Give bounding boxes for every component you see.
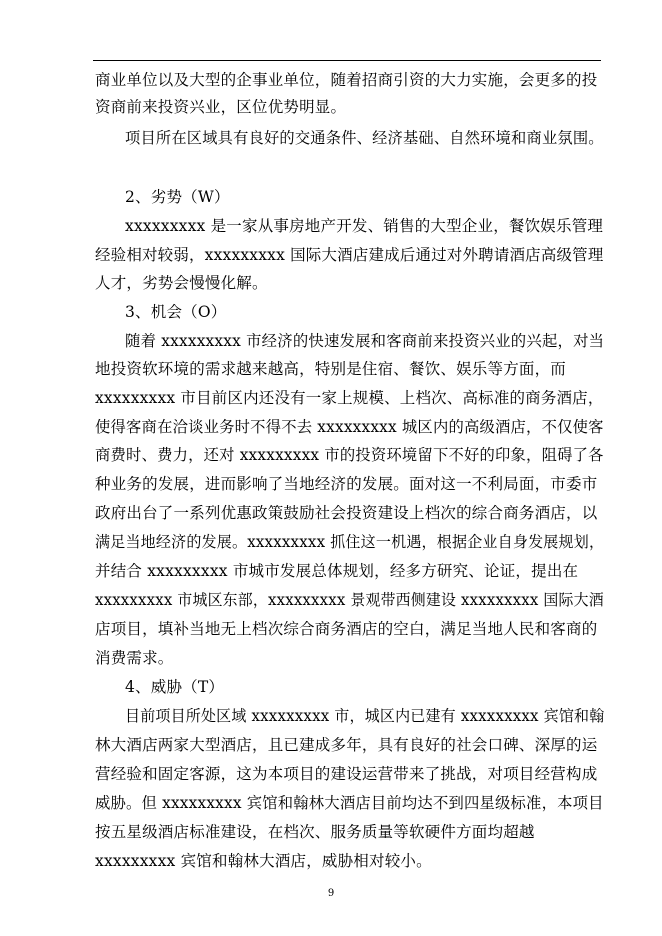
paragraph-line: 营经验和固定客源，这为本项目的建设运营带来了挑战，对项目经营构成	[95, 765, 598, 783]
paragraph-line: xxxxxxxxx 宾馆和翰林大酒店，威胁相对较小。	[95, 852, 432, 870]
paragraph-line: 消费需求。	[95, 649, 174, 667]
paragraph-line: 按五星级酒店标准建设，在档次、服务质量等软硬件方面均超越	[95, 823, 535, 841]
page-number: 9	[327, 888, 335, 899]
paragraph-line: 使得客商在洽谈业务时不得不去 xxxxxxxxx 城区内的高级酒店，不仅使客	[95, 418, 604, 436]
paragraph-line: 经验相对较弱，xxxxxxxxx 国际大酒店建成后通过对外聘请酒店高级管理	[95, 246, 604, 264]
paragraph-line: 目前项目所处区域 xxxxxxxxx 市，城区内已建有 xxxxxxxxx 宾馆和翰	[125, 707, 605, 725]
paragraph-line: 店项目，填补当地无上档次综合商务酒店的空白，满足当地人民和客商的	[95, 620, 598, 638]
paragraph-line: 项目所在区域具有良好的交通条件、经济基础、自然环境和商业氛围。	[125, 129, 604, 147]
section-heading: 3、机会（O）	[125, 303, 227, 321]
paragraph-line: 种业务的发展，进而影响了当地经济的发展。面对这一不利局面，市委市	[95, 475, 598, 493]
header-rule	[93, 60, 601, 61]
section-heading: 2、劣势（W）	[125, 188, 230, 206]
paragraph-line: 并结合 xxxxxxxxx 市城市发展总体规划，经多方研究、论证，提出在	[95, 562, 579, 580]
paragraph-line: 商业单位以及大型的企事业单位，随着招商引资的大力实施，会更多的投	[95, 71, 598, 89]
paragraph-line: 威胁。但 xxxxxxxxx 宾馆和翰林大酒店目前均达不到四星级标准，本项目	[95, 794, 604, 812]
section-heading: 4、威胁（T）	[125, 678, 225, 696]
paragraph-line: 随着 xxxxxxxxx 市经济的快速发展和客商前来投资兴业的兴起，对当	[125, 332, 605, 350]
paragraph-line: 资商前来投资兴业，区位优势明显。	[95, 98, 347, 116]
paragraph-line: xxxxxxxxx 市城区东部，xxxxxxxxx 景观带西侧建设 xxxxxxxxx 国际大酒	[95, 591, 604, 609]
paragraph-line: 商费时、费力，还对 xxxxxxxxx 市的投资环境留下不好的印象，阻碍了各	[95, 446, 604, 464]
paragraph-line: 人才，劣势会慢慢化解。	[95, 274, 268, 292]
paragraph-line: xxxxxxxxx 是一家从事房地产开发、销售的大型企业，餐饮娱乐管理	[125, 217, 604, 235]
paragraph-line: 地投资软环境的需求越来越高，特别是住宿、餐饮、娱乐等方面，而	[95, 360, 567, 378]
paragraph-line: 林大酒店两家大型酒店，且已建成多年，具有良好的社会口碑、深厚的运	[95, 736, 598, 754]
paragraph-line: xxxxxxxxx 市目前区内还没有一家上规模、上档次、高标准的商务酒店，	[95, 389, 604, 407]
paragraph-line: 政府出台了一系列优惠政策鼓励社会投资建设上档次的综合商务酒店，以	[95, 504, 598, 522]
paragraph-line: 满足当地经济的发展。xxxxxxxxx 抓住这一机遇，根据企业自身发展规划，	[95, 533, 605, 551]
